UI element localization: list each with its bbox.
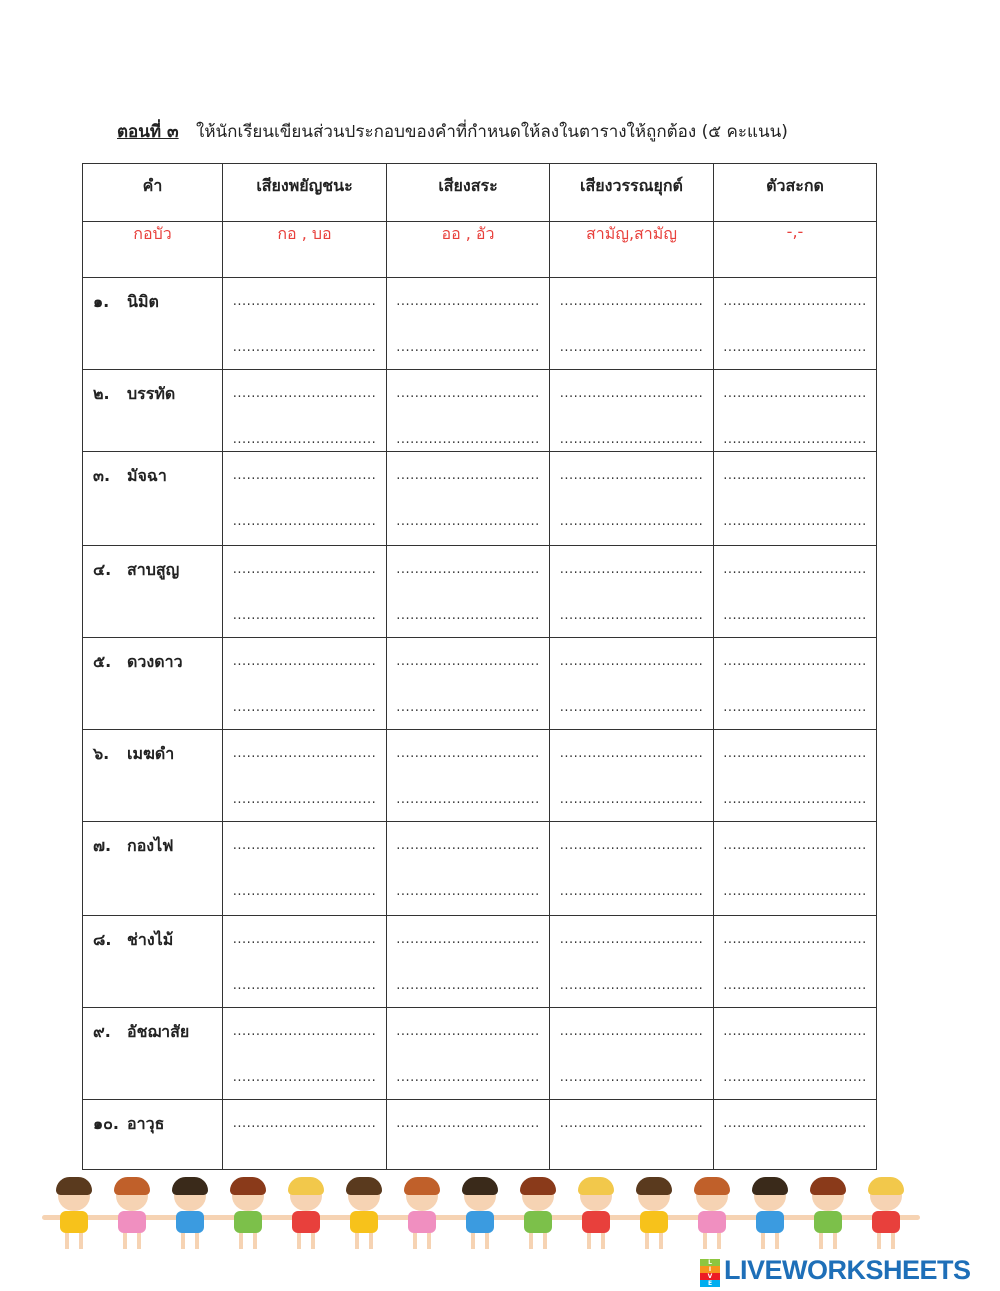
answer-blank[interactable]: ...............................	[723, 468, 867, 483]
answer-blank[interactable]: ...............................	[723, 294, 867, 309]
word-text: กองไฟ	[127, 836, 174, 855]
answer-blank[interactable]: ...............................	[723, 1070, 867, 1085]
child-figure-icon	[106, 1175, 160, 1253]
answer-blank[interactable]: ...............................	[723, 932, 867, 947]
answer-blank[interactable]: ...............................	[396, 1070, 540, 1085]
answer-blank[interactable]: ...............................	[232, 562, 377, 577]
answer-blank[interactable]: ...............................	[232, 838, 377, 853]
answer-blank[interactable]: ...............................	[559, 1070, 704, 1085]
word-number: ๑.	[93, 292, 110, 311]
answer-blank[interactable]: ...............................	[396, 654, 540, 669]
word-cell	[83, 1008, 223, 1100]
word-text: นิมิต	[127, 292, 159, 311]
answer-blank[interactable]: ...............................	[559, 1116, 704, 1131]
word-cell	[83, 546, 223, 638]
answer-blank[interactable]: ...............................	[396, 432, 540, 447]
answer-cell-final[interactable]	[714, 1008, 877, 1100]
answer-blank[interactable]: ...............................	[232, 340, 377, 355]
answer-cell-consonant[interactable]	[223, 638, 387, 730]
example-final: -,-	[714, 222, 877, 278]
answer-cell-vowel[interactable]	[387, 546, 550, 638]
answer-blank[interactable]: ...............................	[396, 514, 540, 529]
answer-blank[interactable]: ...............................	[559, 700, 704, 715]
answer-blank[interactable]: ...............................	[396, 932, 540, 947]
example-tone: สามัญ,สามัญ	[550, 222, 714, 278]
child-figure-icon	[48, 1175, 102, 1253]
word-number: ๖.	[93, 744, 110, 763]
answer-blank[interactable]: ...............................	[396, 792, 540, 807]
table-row	[83, 730, 877, 822]
word-cell	[83, 916, 223, 1008]
word-cell	[83, 822, 223, 916]
answer-blank[interactable]: ...............................	[232, 1116, 377, 1131]
answer-cell-tone[interactable]	[550, 822, 714, 916]
word-number: ๗.	[93, 836, 112, 855]
answer-blank[interactable]: ...............................	[396, 884, 540, 899]
child-figure-icon	[802, 1175, 856, 1253]
answer-blank[interactable]: ...............................	[559, 514, 704, 529]
answer-blank[interactable]: ...............................	[559, 978, 704, 993]
answer-blank[interactable]: ...............................	[232, 700, 377, 715]
child-figure-icon	[164, 1175, 218, 1253]
word-cell	[83, 370, 223, 452]
answer-cell-tone[interactable]	[550, 278, 714, 370]
answer-cell-final[interactable]	[714, 730, 877, 822]
word-number: ๘.	[93, 930, 112, 949]
answer-blank[interactable]: ...............................	[559, 432, 704, 447]
answer-blank[interactable]: ...............................	[559, 932, 704, 947]
answer-blank[interactable]: ...............................	[723, 792, 867, 807]
word-cell	[83, 452, 223, 546]
answer-blank[interactable]: ...............................	[232, 884, 377, 899]
header-consonant: เสียงพยัญชนะ	[223, 164, 387, 222]
answer-cell-vowel[interactable]	[387, 730, 550, 822]
answer-cell-final[interactable]	[714, 822, 877, 916]
kids-decoration	[48, 1175, 938, 1255]
answer-blank[interactable]: ...............................	[723, 514, 867, 529]
answer-blank[interactable]: ...............................	[559, 1024, 704, 1039]
example-consonant: กอ , บอ	[223, 222, 387, 278]
child-figure-icon	[570, 1175, 624, 1253]
word-text: เมฆดำ	[127, 744, 175, 763]
table-row	[83, 638, 877, 730]
answer-blank[interactable]: ...............................	[396, 608, 540, 623]
answer-blank[interactable]: ...............................	[396, 978, 540, 993]
answer-cell-final[interactable]	[714, 278, 877, 370]
answer-cell-vowel[interactable]	[387, 1008, 550, 1100]
word-text: บรรทัด	[127, 384, 176, 403]
word-text: อาวุธ	[127, 1114, 165, 1133]
word-number: ๓.	[93, 466, 111, 485]
answer-blank[interactable]: ...............................	[723, 838, 867, 853]
answer-cell-consonant[interactable]	[223, 1100, 387, 1170]
word-text: สาบสูญ	[127, 560, 180, 579]
answer-blank[interactable]: ...............................	[723, 562, 867, 577]
answer-blank[interactable]: ...............................	[723, 608, 867, 623]
answer-blank[interactable]: ...............................	[232, 792, 377, 807]
word-number: ๒.	[93, 384, 110, 403]
table-row	[83, 1100, 877, 1170]
example-word: กอบัว	[83, 222, 223, 278]
answer-blank[interactable]: ...............................	[559, 562, 704, 577]
child-figure-icon	[280, 1175, 334, 1253]
answer-blank[interactable]: ...............................	[559, 792, 704, 807]
instruction	[117, 118, 897, 145]
header-row	[83, 164, 877, 222]
word-cell	[83, 1100, 223, 1170]
answer-blank[interactable]: ...............................	[396, 562, 540, 577]
instruction-text: ให้นักเรียนเขียนส่วนประกอบของคำที่กำหนดให้ลงในตารางให้ถูกต้อง (๕ คะแนน)	[196, 122, 788, 142]
answer-cell-final[interactable]	[714, 638, 877, 730]
word-cell	[83, 278, 223, 370]
worksheet-table	[82, 163, 877, 1170]
table-row	[83, 452, 877, 546]
answer-blank[interactable]: ...............................	[232, 294, 377, 309]
answer-blank[interactable]: ...............................	[559, 468, 704, 483]
answer-cell-consonant[interactable]	[223, 822, 387, 916]
answer-blank[interactable]: ...............................	[723, 386, 867, 401]
answer-blank[interactable]: ...............................	[396, 746, 540, 761]
example-vowel: ออ , อัว	[387, 222, 550, 278]
answer-blank[interactable]: ...............................	[559, 386, 704, 401]
answer-cell-tone[interactable]	[550, 1100, 714, 1170]
answer-blank[interactable]: ...............................	[232, 386, 377, 401]
word-number: ๔.	[93, 560, 112, 579]
answer-blank[interactable]: ...............................	[396, 294, 540, 309]
table-row	[83, 546, 877, 638]
word-text: ช่างไม้	[127, 930, 174, 949]
answer-blank[interactable]: ...............................	[232, 746, 377, 761]
word-text: อัชฌาสัย	[127, 1022, 190, 1041]
answer-cell-tone[interactable]	[550, 730, 714, 822]
child-figure-icon	[454, 1175, 508, 1253]
answer-blank[interactable]: ...............................	[232, 1024, 377, 1039]
answer-blank[interactable]: ...............................	[232, 514, 377, 529]
answer-blank[interactable]: ...............................	[723, 978, 867, 993]
answer-blank[interactable]: ...............................	[559, 294, 704, 309]
answer-blank[interactable]: ...............................	[396, 700, 540, 715]
answer-blank[interactable]: ...............................	[723, 340, 867, 355]
answer-blank[interactable]: ...............................	[232, 932, 377, 947]
word-cell	[83, 730, 223, 822]
word-number: ๕.	[93, 652, 112, 671]
answer-blank[interactable]: ...............................	[723, 432, 867, 447]
answer-blank[interactable]: ...............................	[232, 468, 377, 483]
answer-blank[interactable]: ...............................	[559, 746, 704, 761]
answer-blank[interactable]: ...............................	[232, 978, 377, 993]
answer-cell-tone[interactable]	[550, 638, 714, 730]
table-row	[83, 822, 877, 916]
answer-blank[interactable]: ...............................	[723, 1116, 867, 1131]
answer-blank[interactable]: ...............................	[559, 654, 704, 669]
word-cell	[83, 638, 223, 730]
child-figure-icon	[338, 1175, 392, 1253]
answer-blank[interactable]: ...............................	[396, 386, 540, 401]
answer-cell-vowel[interactable]	[387, 638, 550, 730]
table-row	[83, 916, 877, 1008]
answer-cell-consonant[interactable]	[223, 546, 387, 638]
word-number: ๙.	[93, 1022, 111, 1041]
answer-blank[interactable]: ...............................	[559, 884, 704, 899]
child-figure-icon	[222, 1175, 276, 1253]
answer-cell-consonant[interactable]	[223, 1008, 387, 1100]
answer-cell-tone[interactable]	[550, 452, 714, 546]
answer-cell-consonant[interactable]	[223, 278, 387, 370]
answer-cell-tone[interactable]	[550, 370, 714, 452]
answer-blank[interactable]: ...............................	[232, 608, 377, 623]
child-figure-icon	[686, 1175, 740, 1253]
table-row	[83, 278, 877, 370]
answer-blank[interactable]: ...............................	[396, 1116, 540, 1131]
section-label: ตอนที่ ๓	[117, 122, 179, 142]
answer-cell-vowel[interactable]	[387, 278, 550, 370]
answer-blank[interactable]: ...............................	[396, 340, 540, 355]
answer-cell-final[interactable]	[714, 452, 877, 546]
header-word: คำ	[83, 164, 223, 222]
answer-cell-tone[interactable]	[550, 916, 714, 1008]
example-row	[83, 222, 877, 278]
answer-cell-consonant[interactable]	[223, 452, 387, 546]
table-row	[83, 370, 877, 452]
answer-cell-final[interactable]	[714, 370, 877, 452]
answer-blank[interactable]: ...............................	[559, 838, 704, 853]
word-text: ดวงดาว	[127, 652, 183, 671]
answer-blank[interactable]: ...............................	[723, 654, 867, 669]
answer-blank[interactable]: ...............................	[723, 884, 867, 899]
child-figure-icon	[860, 1175, 914, 1253]
answer-cell-final[interactable]	[714, 546, 877, 638]
brand-logo	[700, 1255, 992, 1285]
child-figure-icon	[628, 1175, 682, 1253]
word-text: มัจฉา	[127, 466, 167, 485]
answer-blank[interactable]: ...............................	[232, 654, 377, 669]
brand-name: LIVEWORKSHEETS	[724, 1254, 971, 1285]
answer-cell-vowel[interactable]	[387, 452, 550, 546]
answer-cell-consonant[interactable]	[223, 370, 387, 452]
word-number: ๑๐.	[93, 1114, 119, 1133]
live-logo-icon: L I V E	[700, 1259, 720, 1281]
answer-blank[interactable]: ...............................	[723, 700, 867, 715]
answer-cell-consonant[interactable]	[223, 730, 387, 822]
header-tone: เสียงวรรณยุกต์	[550, 164, 714, 222]
answer-blank[interactable]: ...............................	[396, 1024, 540, 1039]
child-figure-icon	[744, 1175, 798, 1253]
answer-cell-consonant[interactable]	[223, 916, 387, 1008]
answer-cell-tone[interactable]	[550, 1008, 714, 1100]
answer-blank[interactable]: ...............................	[232, 432, 377, 447]
answer-cell-vowel[interactable]	[387, 370, 550, 452]
answer-blank[interactable]: ...............................	[723, 746, 867, 761]
answer-cell-final[interactable]	[714, 916, 877, 1008]
answer-blank[interactable]: ...............................	[559, 608, 704, 623]
header-vowel: เสียงสระ	[387, 164, 550, 222]
answer-blank[interactable]: ...............................	[396, 468, 540, 483]
answer-cell-vowel[interactable]	[387, 822, 550, 916]
answer-cell-vowel[interactable]	[387, 1100, 550, 1170]
answer-blank[interactable]: ...............................	[723, 1024, 867, 1039]
answer-blank[interactable]: ...............................	[396, 838, 540, 853]
header-final: ตัวสะกด	[714, 164, 877, 222]
answer-blank[interactable]: ...............................	[559, 340, 704, 355]
table-row	[83, 1008, 877, 1100]
answer-blank[interactable]: ...............................	[232, 1070, 377, 1085]
child-figure-icon	[512, 1175, 566, 1253]
answer-cell-vowel[interactable]	[387, 916, 550, 1008]
answer-cell-tone[interactable]	[550, 546, 714, 638]
answer-cell-final[interactable]	[714, 1100, 877, 1170]
child-figure-icon	[396, 1175, 450, 1253]
